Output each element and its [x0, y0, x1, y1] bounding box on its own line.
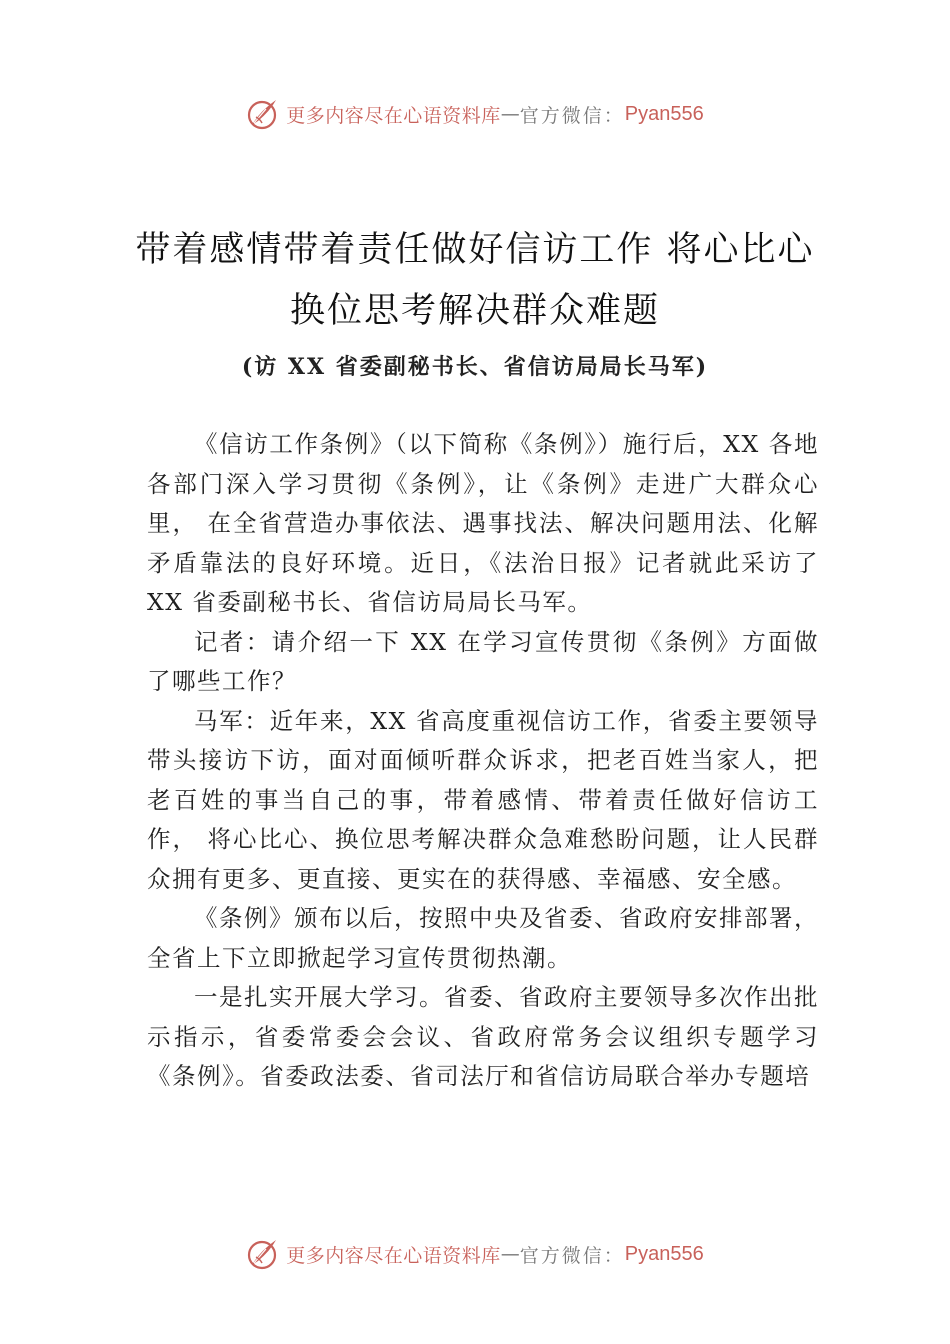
watermark-wechat-id: Pyan556 — [624, 102, 704, 125]
paragraph-regulation: 《条例》颁布以后，按照中央及省委、省政府安排部署，全省上下立即掀起学习宣传贯彻热潮。 — [147, 904, 819, 972]
article-body — [147, 425, 819, 1097]
watermark-separator: — — [500, 103, 520, 125]
paragraph-question: 记者：请介绍一下 XX 在学习宣传贯彻《条例》方面做了哪些工作？ — [147, 627, 819, 695]
page-subtitle: (访 XX 省委副秘书长、省信访局局长马军) — [241, 354, 709, 380]
watermark-label: 官方微信： — [519, 104, 625, 127]
page-title-line-1: 带着感情带着责任做好信访工作 将心比心 — [135, 230, 815, 270]
footer-watermark — [0, 1236, 950, 1272]
watermark-separator: — — [500, 1243, 520, 1265]
watermark-label: 官方微信： — [519, 1244, 625, 1267]
page-title-line-2: 换位思考解决群众难题 — [289, 291, 660, 331]
paragraph-intro: 《信访工作条例》（以下简称《条例》）施行后，XX 各地各部门深入学习贯彻《条例》，让《条例》走进广大群众心里， 在全省营造办事依法、遇事找法、解决问题用法、化解矛盾靠法的良好环境。近日，《法治日报》记者就此采访了 XX 省委副秘书长、省信访局局长马军。 — [147, 430, 819, 616]
watermark-text: 更多内容尽在心语资料库 — [286, 104, 501, 127]
paragraph-answer: 马军：近年来，XX 省高度重视信访工作，省委主要领导带头接访下访，面对面倾听群众诉求，把老百姓当家人，把老百姓的事当自己的事，带着感情、带着责任做好信访工作， 将心比心、换位思考解决群众急难愁盼问题，让人民群众拥有更多、更直接、更实在的获得感、幸福感、安全感。 — [147, 706, 819, 893]
header-watermark — [0, 96, 950, 132]
quill-logo-icon — [246, 97, 280, 131]
watermark-text: 更多内容尽在心语资料库 — [286, 1244, 501, 1267]
quill-logo-icon — [246, 1237, 280, 1271]
watermark-wechat-id: Pyan556 — [624, 1242, 704, 1265]
paragraph-first-point: 一是扎实开展大学习。省委、省政府主要领导多次作出批示指示，省委常委会会议、省政府常务会议组织专题学习《条例》。省委政法委、省司法厅和省信访局联合举办专题培 — [147, 983, 819, 1090]
